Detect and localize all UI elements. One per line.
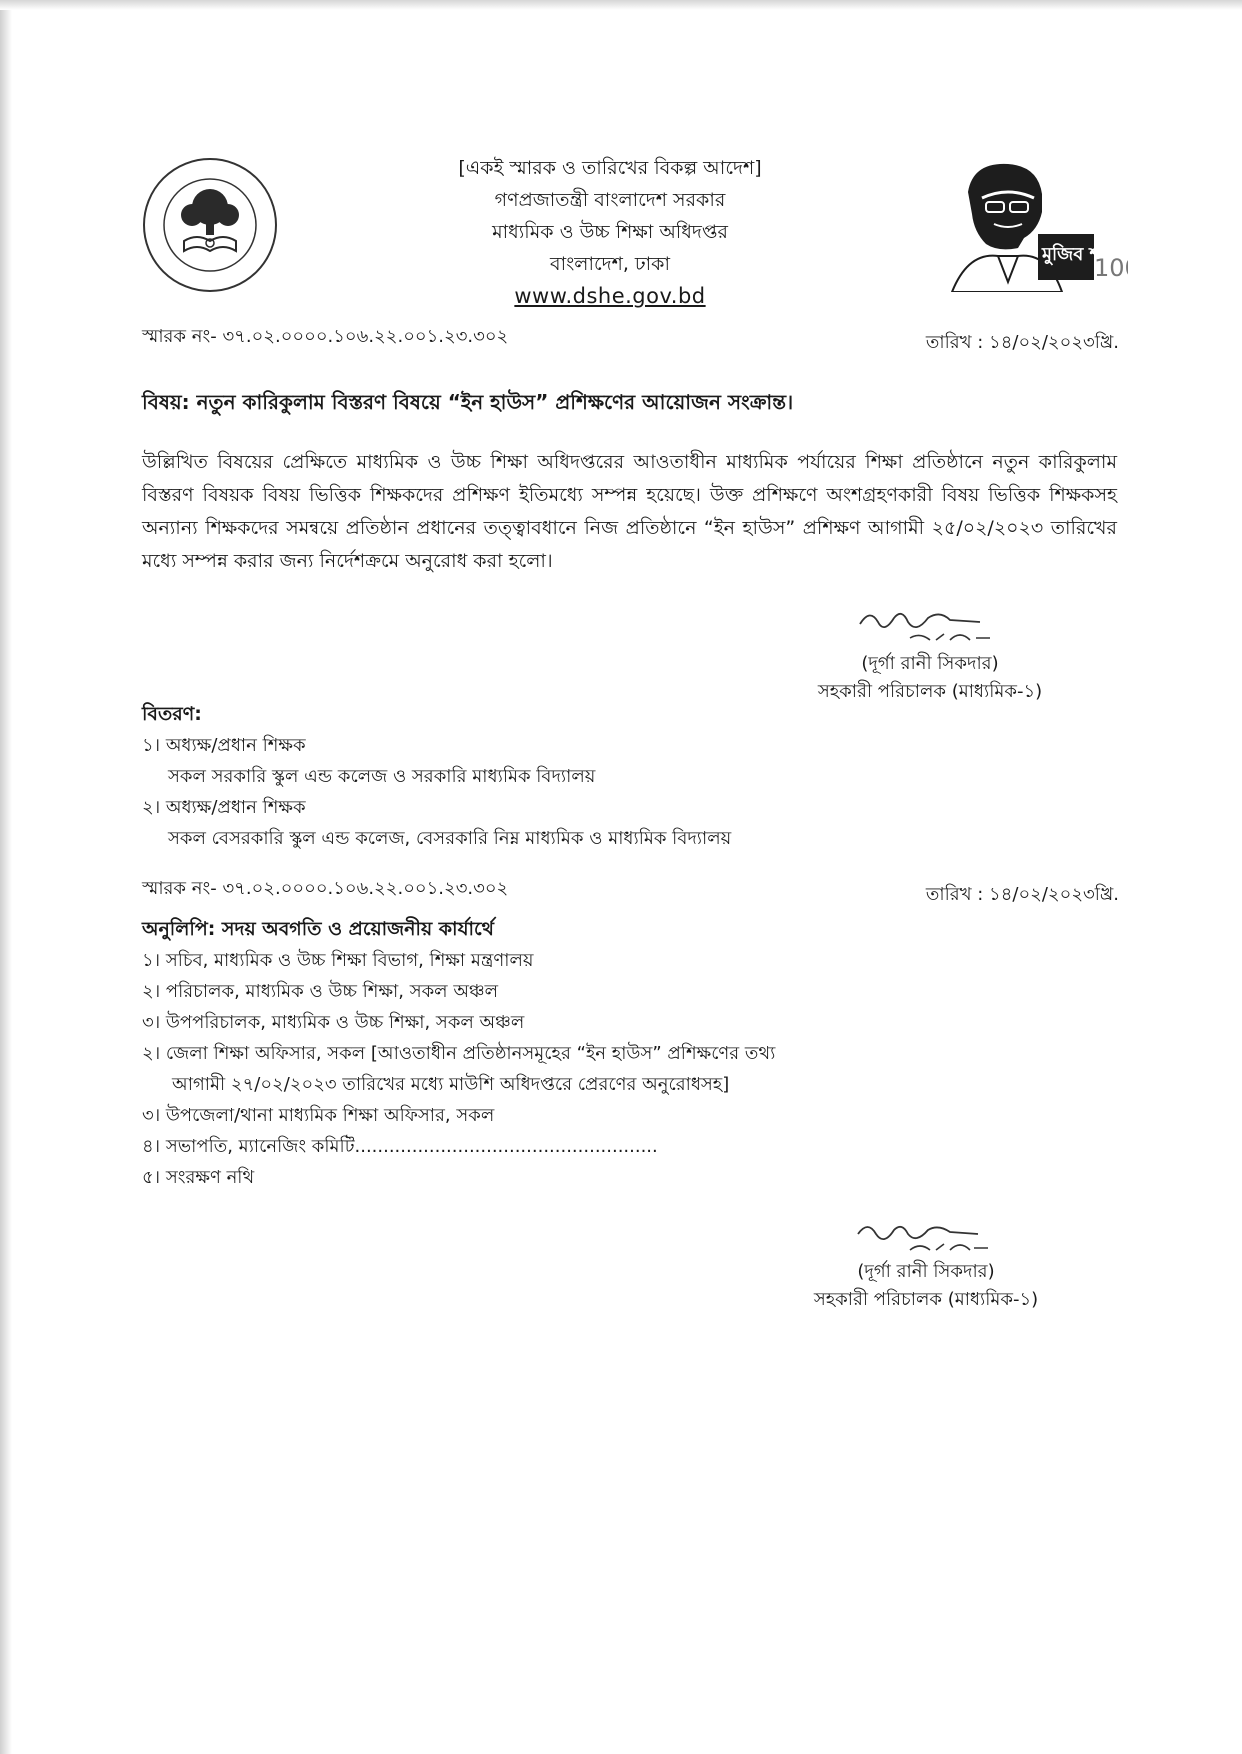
- handwritten-signature-1: [850, 604, 1010, 650]
- copy-list: [142, 945, 775, 1193]
- website-link[interactable]: www.dshe.gov.bd: [514, 284, 706, 308]
- signatory-name-2: (দূর্গা রানী সিকদার): [857, 1261, 995, 1282]
- copy-item: ২। জেলা শিক্ষা অফিসার, সকল [আওতাধীন প্রতিষ্ঠানসমূহের “ইন হাউস” প্রশিক্ষণের তথ্য: [142, 1043, 776, 1064]
- memo-date: তারিখ : ১৪/০২/২০২৩খ্রি.: [925, 332, 1119, 353]
- scan-edge-top: [0, 0, 1242, 10]
- copy-item: ৫। সংরক্ষণ নথি: [142, 1167, 255, 1188]
- copy-item: ১। সচিব, মাধ্যমিক ও উচ্চ শিক্ষা বিভাগ, শিক্ষা মন্ত্রণালয়: [142, 950, 534, 971]
- signature-block-1: [790, 604, 1070, 706]
- distribution-list: [142, 730, 731, 854]
- signature-block-2: [786, 1218, 1066, 1314]
- mujib-logo-text: মুজিব শতবর্ষ: [1042, 244, 1128, 265]
- department-name: মাধ্যমিক ও উচ্চ শিক্ষা অধিদপ্তর: [492, 221, 728, 243]
- distribution-item-1-sub: সকল সরকারি স্কুল এন্ড কলেজ ও সরকারি মাধ্যমিক বিদ্যালয়: [168, 766, 596, 787]
- body-paragraph: উল্লিখিত বিষয়ের প্রেক্ষিতে মাধ্যমিক ও উচ্চ শিক্ষা অধিদপ্তরের আওতাধীন মাধ্যমিক পর্যায়ের শিক্ষা প্রতিষ্ঠানে নতুন কারিকুলাম বিস্তরণ বিষয়ক বিষয় ভিত্তিক শিক্ষকদের প্রশিক্ষণ ইতিমধ্যে সম্পন্ন হয়েছে। উক্ত প্রশিক্ষণে অংশগ্রহণকারী বিষয় ভিত্তিক শিক্ষকসহ অন্যান্য শিক্ষকদের সমন্বয়ে প্রতিষ্ঠান প্রধানের তত্ত্বাবধানে নিজ প্রতিষ্ঠানে “ইন হাউস” প্রশিক্ষণ আগামী ২৫/০২/২০২৩ তারিখের মধ্যে সম্পন্ন করার জন্য নির্দেশক্রমে অনুরোধ করা হলো।: [142, 451, 1117, 572]
- distribution-item-2-head: ২। অধ্যক্ষ/প্রধান শিক্ষক: [142, 797, 306, 818]
- subject-line: বিষয়: নতুন কারিকুলাম বিস্তরণ বিষয়ে “ইন হাউস” প্রশিক্ষণের আয়োজন সংক্রান্ত।: [142, 390, 794, 414]
- handwritten-signature-2: [846, 1218, 1006, 1258]
- signatory-designation-1: সহকারী পরিচালক (মাধ্যমিক-১): [817, 681, 1043, 702]
- memo-number-2: স্মারক নং- ৩৭.০২.০০০০.১০৬.২২.০০১.২৩.৩০২: [142, 878, 509, 899]
- location: বাংলাদেশ, ঢাকা: [550, 253, 670, 275]
- signatory-designation-2: সহকারী পরিচালক (মাধ্যমিক-১): [813, 1289, 1039, 1310]
- alternate-order-note: [একই স্মারক ও তারিখের বিকল্প আদেশ]: [458, 157, 762, 179]
- mujib-centenary-logo: [938, 152, 1128, 292]
- memo-date-2: তারিখ : ১৪/০২/২০২৩খ্রি.: [925, 884, 1119, 905]
- scan-edge-left: [0, 0, 12, 1754]
- copy-item: ৪। সভাপতি, ম্যানেজিং কমিটি.....................................................: [142, 1136, 658, 1157]
- copy-title: অনুলিপি: সদয় অবগতি ও প্রয়োজনীয় কার্যার্থে: [142, 918, 494, 940]
- copy-item: ২। পরিচালক, মাধ্যমিক ও উচ্চ শিক্ষা, সকল অঞ্চল: [142, 981, 499, 1002]
- mujib-logo-number: 10: [1094, 254, 1125, 282]
- distribution-title: বিতরণ:: [142, 703, 202, 725]
- distribution-item-2-sub: সকল বেসরকারি স্কুল এন্ড কলেজ, বেসরকারি নিম্ন মাধ্যমিক ও মাধ্যমিক বিদ্যালয়: [168, 828, 732, 849]
- copy-item: ৩। উপপরিচালক, মাধ্যমিক ও উচ্চ শিক্ষা, সকল অঞ্চল: [142, 1012, 525, 1033]
- distribution-item-1-head: ১। অধ্যক্ষ/প্রধান শিক্ষক: [142, 735, 306, 756]
- copy-item: ৩। উপজেলা/থানা মাধ্যমিক শিক্ষা অফিসার, সকল: [142, 1105, 495, 1126]
- copy-item-continuation: আগামী ২৭/০২/২০২৩ তারিখের মধ্যে মাউশি অধিদপ্তরে প্রেরণের অনুরোধসহ]: [172, 1074, 730, 1095]
- memo-number: স্মারক নং- ৩৭.০২.০০০০.১০৬.২২.০০১.২৩.৩০২: [142, 326, 509, 347]
- government-name: গণপ্রজাতন্ত্রী বাংলাদেশ সরকার: [494, 189, 726, 211]
- government-seal-logo: [140, 155, 280, 295]
- letter-header: [400, 152, 820, 312]
- signatory-name-1: (দূর্গা রানী সিকদার): [861, 653, 999, 674]
